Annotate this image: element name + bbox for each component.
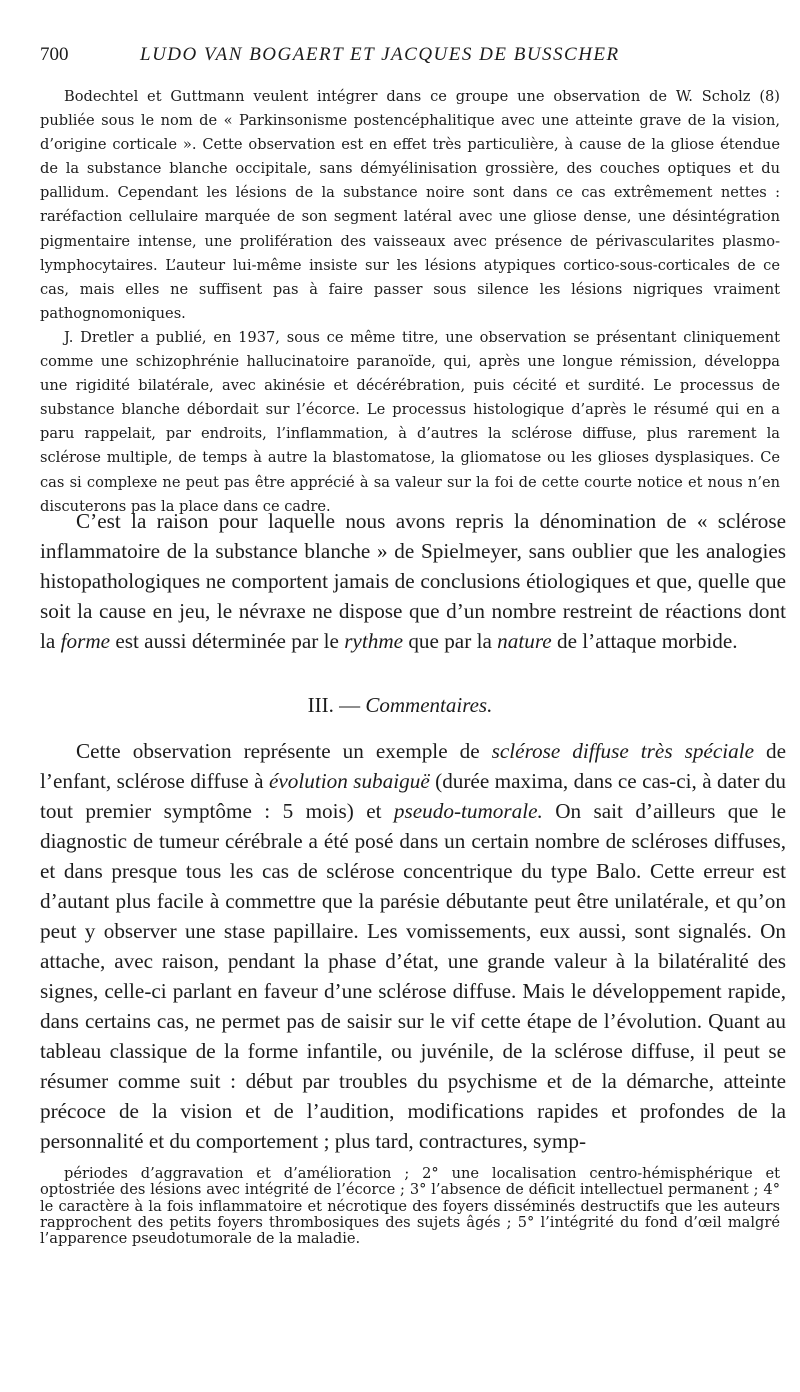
paragraph-raison: [40, 506, 786, 656]
italic-term: évolution subaiguë: [268, 769, 430, 793]
text-segment: Cette observation représente un exemple de: [76, 739, 492, 763]
italic-term: nature: [497, 629, 552, 653]
section-title: Commentaires.: [365, 693, 493, 717]
page-number: 700: [40, 44, 69, 65]
small-print-section: [40, 85, 780, 519]
text-segment: C’est la raison pour laquelle nous avons repris la dénomination de « sclérose inflammatoire de la substance blanche » de Spielmeyer, sans oublier que les analogies histopathologiques ne comportent jamais de conclusions étiologiques et que, quelle que soit la cause en jeu, le névraxe ne dispose que d’un nombre restreint de réactions dont la: [40, 509, 786, 653]
text-segment: de l’enfant, sclérose diffuse à: [40, 739, 787, 793]
text-segment: (durée maxima, dans ce cas-ci, à dater du tout premier symptôme : 5 mois) et: [40, 769, 786, 823]
text-segment: est aussi déterminée par le: [110, 629, 345, 653]
paragraph-observation: [40, 736, 786, 1156]
footnote: [40, 1166, 780, 1247]
text-segment: de l’attaque morbide.: [551, 629, 738, 653]
paragraph-dretler: J. Dretler a publié, en 1937, sous ce même titre, une observation se présentant cliniquement comme une schizophrénie hallucinatoire paranoïde, qui, après une longue rémission, développa une rigidité bilatérale, avec akinésie et décérébration, puis cécité et surdité. Le processus de substance blanche débordait sur l’écorce. Le processus histologique d’après le résumé qui en a paru rappelait, par endroits, l’inflammation, à d’autres la sclérose diffuse, plus rarement la sclérose multiple, de temps à autre la blastomatose, la gliomatose ou les glioses dysplasiques. Ce cas si complexe ne peut pas être apprécié à sa valeur sur la foi de cette courte notice et nous n’en discuterons pas la place dans ce cadre.: [40, 328, 780, 515]
text-segment: que par la: [403, 629, 498, 653]
italic-term: pseudo-tumorale.: [393, 799, 543, 823]
italic-term: forme: [60, 629, 111, 653]
running-title: LUDO VAN BOGAERT ET JACQUES DE BUSSCHER: [140, 44, 620, 65]
page-header: [0, 44, 800, 74]
italic-term: rythme: [344, 629, 404, 653]
italic-term: sclérose diffuse très spéciale: [491, 739, 754, 763]
section-number: III. —: [307, 693, 366, 717]
text-segment: On sait d’ailleurs que le diagnostic de tumeur cérébrale a été posé dans un certain nombre de scléroses diffuses, et dans presque tous les cas de sclérose concentrique du type Balo. Cette erreur est d’autant plus facile à commettre que la parésie débutante peut être unilatérale, et qu’on peut y observer une stase papillaire. Les vomissements, eux aussi, sont signalés. On attache, avec raison, pendant la phase d’état, une grande valeur à la bilatéralité des signes, celle-ci parlant en faveur d’une sclérose diffuse. Mais le développement rapide, dans certains cas, ne permet pas de saisir sur le vif cette étape de l’évolution. Quant au tableau classique de la forme infantile, ou juvénile, de la sclérose diffuse, il peut se résumer comme suit : début par troubles du psychisme et de la démarche, atteinte précoce de la vision et de l’audition, modifications rapides et profondes de la personnalité et du comportement ; plus tard, contractures, symp-: [40, 799, 786, 1153]
footnote-text: périodes d’aggravation et d’amélioration ; 2° une localisation centro-hémisphérique et optostriée des lésions avec intégrité de l’écorce ; 3° l’absence de déficit intellectuel permanent ; 4° le caractère à la fois inflammatoire et nécrotique des foyers disséminés destructifs que les auteurs rapprochent des petits foyers thrombosiques des sujets âgés ; 5° l’intégrité du fond d’œil malgré l’apparence pseudotumorale de la maladie.: [40, 1165, 780, 1248]
section-heading: [0, 693, 800, 718]
paragraph-bodechtel: Bodechtel et Guttmann veulent intégrer dans ce groupe une observation de W. Scholz (8) publiée sous le nom de « Parkinsonisme postencéphalitique avec une atteinte grave de la vision, d’origine corticale ». Cette observation est en effet très particulière, à cause de la gliose étendue de la substance blanche occipitale, sans démyélinisation grossière, des couches optiques et du pallidum. Cependant les lésions de la substance noire sont dans ce cas extrêmement nettes : raréfaction cellulaire marquée de son segment latéral avec une gliose dense, une désintégration pigmentaire intense, une prolifération des vaisseaux avec présence de périvascularites plasmo-lymphocytaires. L’auteur lui-même insiste sur les lésions atypiques cortico-sous-corticales de ce cas, mais elles ne suffisent pas à faire passer sous silence les lésions nigriques vraiment pathognomoniques.: [40, 88, 780, 322]
